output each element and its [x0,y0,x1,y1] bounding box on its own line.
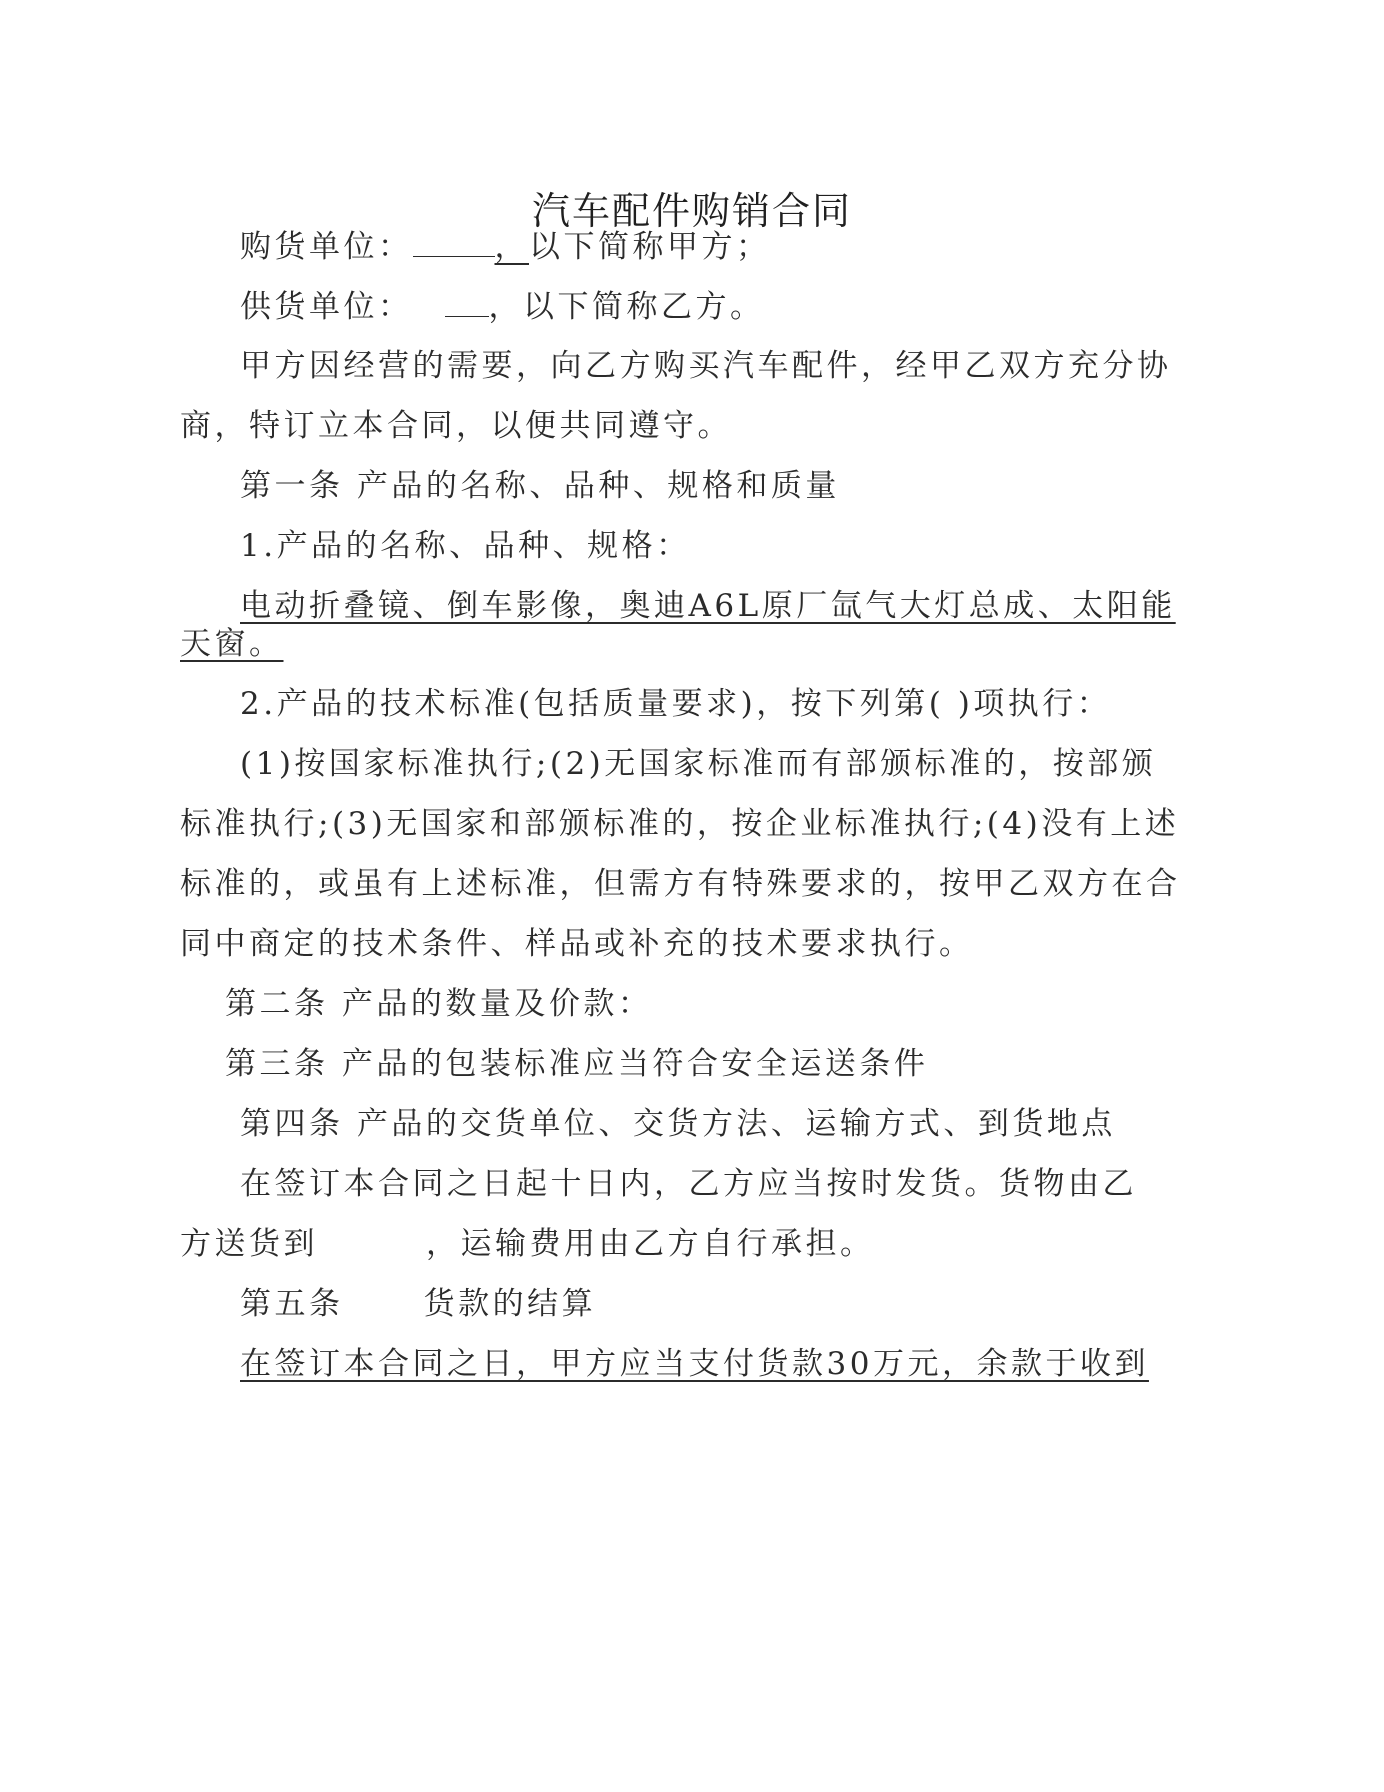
article-1-item-2: 2.产品的技术标准(包括质量要求)，按下列第( )项执行： [240,686,1112,722]
article-4-line-2 [180,1224,875,1264]
products-line-1: 电动折叠镜、倒车影像，奥迪A6L原厂氙气大灯总成、太阳能 [240,588,1176,624]
standards-line-2: 标准执行;(3)无国家和部颁标准的，按企业标准执行;(4)没有上述 [180,806,1180,842]
article-3-heading: 第三条 产品的包装标准应当符合安全运送条件 [225,1046,929,1082]
intro-line-2: 商，特订立本合同，以便共同遵守。 [180,408,732,444]
standards-line-3: 标准的，或虽有上述标准，但需方有特殊要求的，按甲乙双方在合 [180,866,1181,902]
delivery-prefix: 方送货到 [180,1226,318,1262]
document-title: 汽车配件购销合同 [531,189,852,233]
delivery-suffix: ，运输费用由乙方自行承担。 [426,1226,875,1262]
buyer-blank [413,226,495,257]
intro-line-1: 甲方因经营的需要，向乙方购买汽车配件，经甲乙双方充分协 [240,348,1172,384]
article-5-line-1: 在签订本合同之日，甲方应当支付货款30万元，余款于收到 [240,1346,1149,1382]
standards-line-4: 同中商定的技术条件、样品或补充的技术要求执行。 [180,926,974,962]
seller-suffix: ，以下简称乙方。 [488,289,765,325]
seller-label: 供货单位： [240,289,413,325]
buyer-suffix: 以下简称甲方； [529,229,771,265]
buyer-comma: ， [494,229,529,265]
article-4-heading: 第四条 产品的交货单位、交货方法、运输方式、到货地点 [240,1106,1116,1142]
article-5-heading: 第五条 货款的结算 [240,1286,597,1322]
article-2-heading: 第二条 产品的数量及价款： [225,986,653,1022]
article-1-heading: 第一条 产品的名称、品种、规格和质量 [240,468,840,504]
seller-blank [445,286,489,317]
article-4-line-1: 在签订本合同之日起十日内，乙方应当按时发货。货物由乙 [240,1166,1137,1202]
standards-line-1: (1)按国家标准执行;(2)无国家标准而有部颁标准的，按部颁 [240,746,1157,782]
buyer-line [240,226,771,267]
buyer-label: 购货单位： [240,229,413,265]
seller-line [240,286,765,327]
products-line-2: 天窗。 [180,626,284,662]
article-1-item-1: 1.产品的名称、品种、规格： [240,528,691,564]
